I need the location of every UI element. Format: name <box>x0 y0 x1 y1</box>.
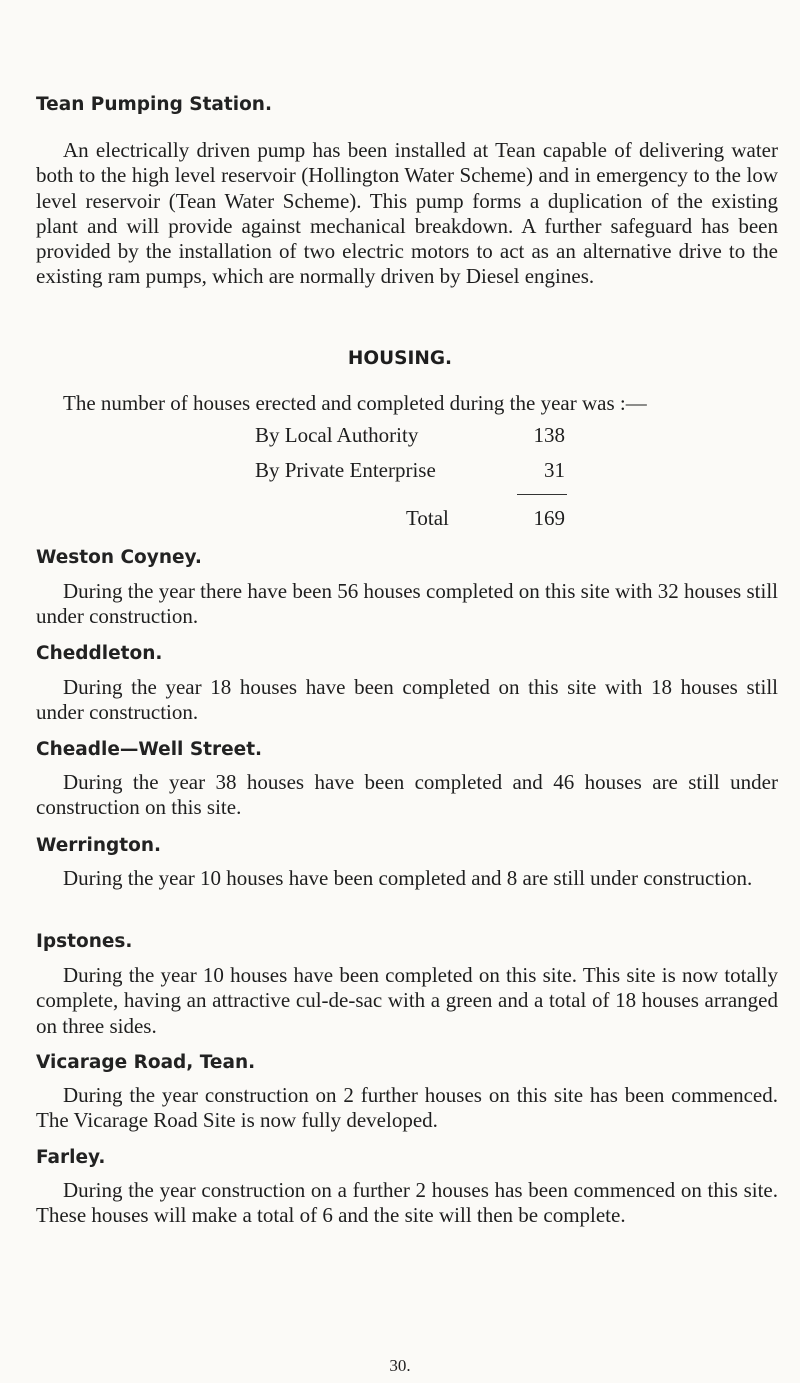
housing-row-value-private-enterprise: 31 <box>544 458 565 482</box>
paragraph-tean-pumping-station: An electrically driven pump has been installed at Tean capable of delivering water both to the high level reservoir (Hollington Water Scheme) and in emergency to the low level reservoir (Tean Water Scheme). This pump forms a duplication of the existing plant and will provide against mechanical breakdown. A further safeguard has been provided by the installation of two electric motors to act as an alternative drive to the existing ram pumps, which are normally driven by Diesel engines. <box>36 138 778 289</box>
site-paragraph-werrington: During the year 10 houses have been completed and 8 are still under construction. <box>63 866 753 890</box>
site-paragraph-ipstones: During the year 10 houses have been completed on this site. This site is now totally complete, having an attractive cul-de-sac with a green and a total of 18 houses arranged on three sides. <box>36 963 778 1038</box>
housing-row-label-private-enterprise: By Private Enterprise <box>255 458 436 482</box>
site-heading-cheadle-well-street: Cheadle—Well Street. <box>36 739 263 760</box>
site-heading-werrington: Werrington. <box>36 835 162 856</box>
site-paragraph-cheadle-well-street: During the year 38 houses have been completed and 46 houses are still under construction on this site. <box>36 770 778 820</box>
housing-total-label: Total <box>406 506 449 530</box>
site-paragraph-farley: During the year construction on a further 2 houses has been commenced on this site. These houses will make a total of 6 and the site will then be complete. <box>36 1178 778 1228</box>
housing-row-value-local-authority: 138 <box>533 423 565 447</box>
site-paragraph-cheddleton: During the year 18 houses have been completed on this site with 18 houses still under construction. <box>36 675 778 725</box>
site-heading-vicarage-road-tean: Vicarage Road, Tean. <box>36 1052 256 1073</box>
housing-total-value: 169 <box>533 506 565 530</box>
page-number: 30. <box>389 1356 411 1375</box>
site-heading-weston-coyney: Weston Coyney. <box>36 547 202 568</box>
site-heading-ipstones: Ipstones. <box>36 931 133 952</box>
housing-heading: HOUSING. <box>347 348 453 369</box>
housing-intro: The number of houses erected and completed during the year was :— <box>63 391 647 415</box>
site-paragraph-weston-coyney: During the year there have been 56 houses completed on this site with 32 houses still under construction. <box>36 579 778 629</box>
total-rule <box>517 494 567 495</box>
site-heading-farley: Farley. <box>36 1147 106 1168</box>
site-paragraph-vicarage-road-tean: During the year construction on 2 further houses on this site has been commenced. The Vicarage Road Site is now fully developed. <box>36 1083 778 1133</box>
housing-row-label-local-authority: By Local Authority <box>255 423 419 447</box>
site-heading-cheddleton: Cheddleton. <box>36 643 163 664</box>
section-heading-tean-pumping-station: Tean Pumping Station. <box>36 94 272 115</box>
